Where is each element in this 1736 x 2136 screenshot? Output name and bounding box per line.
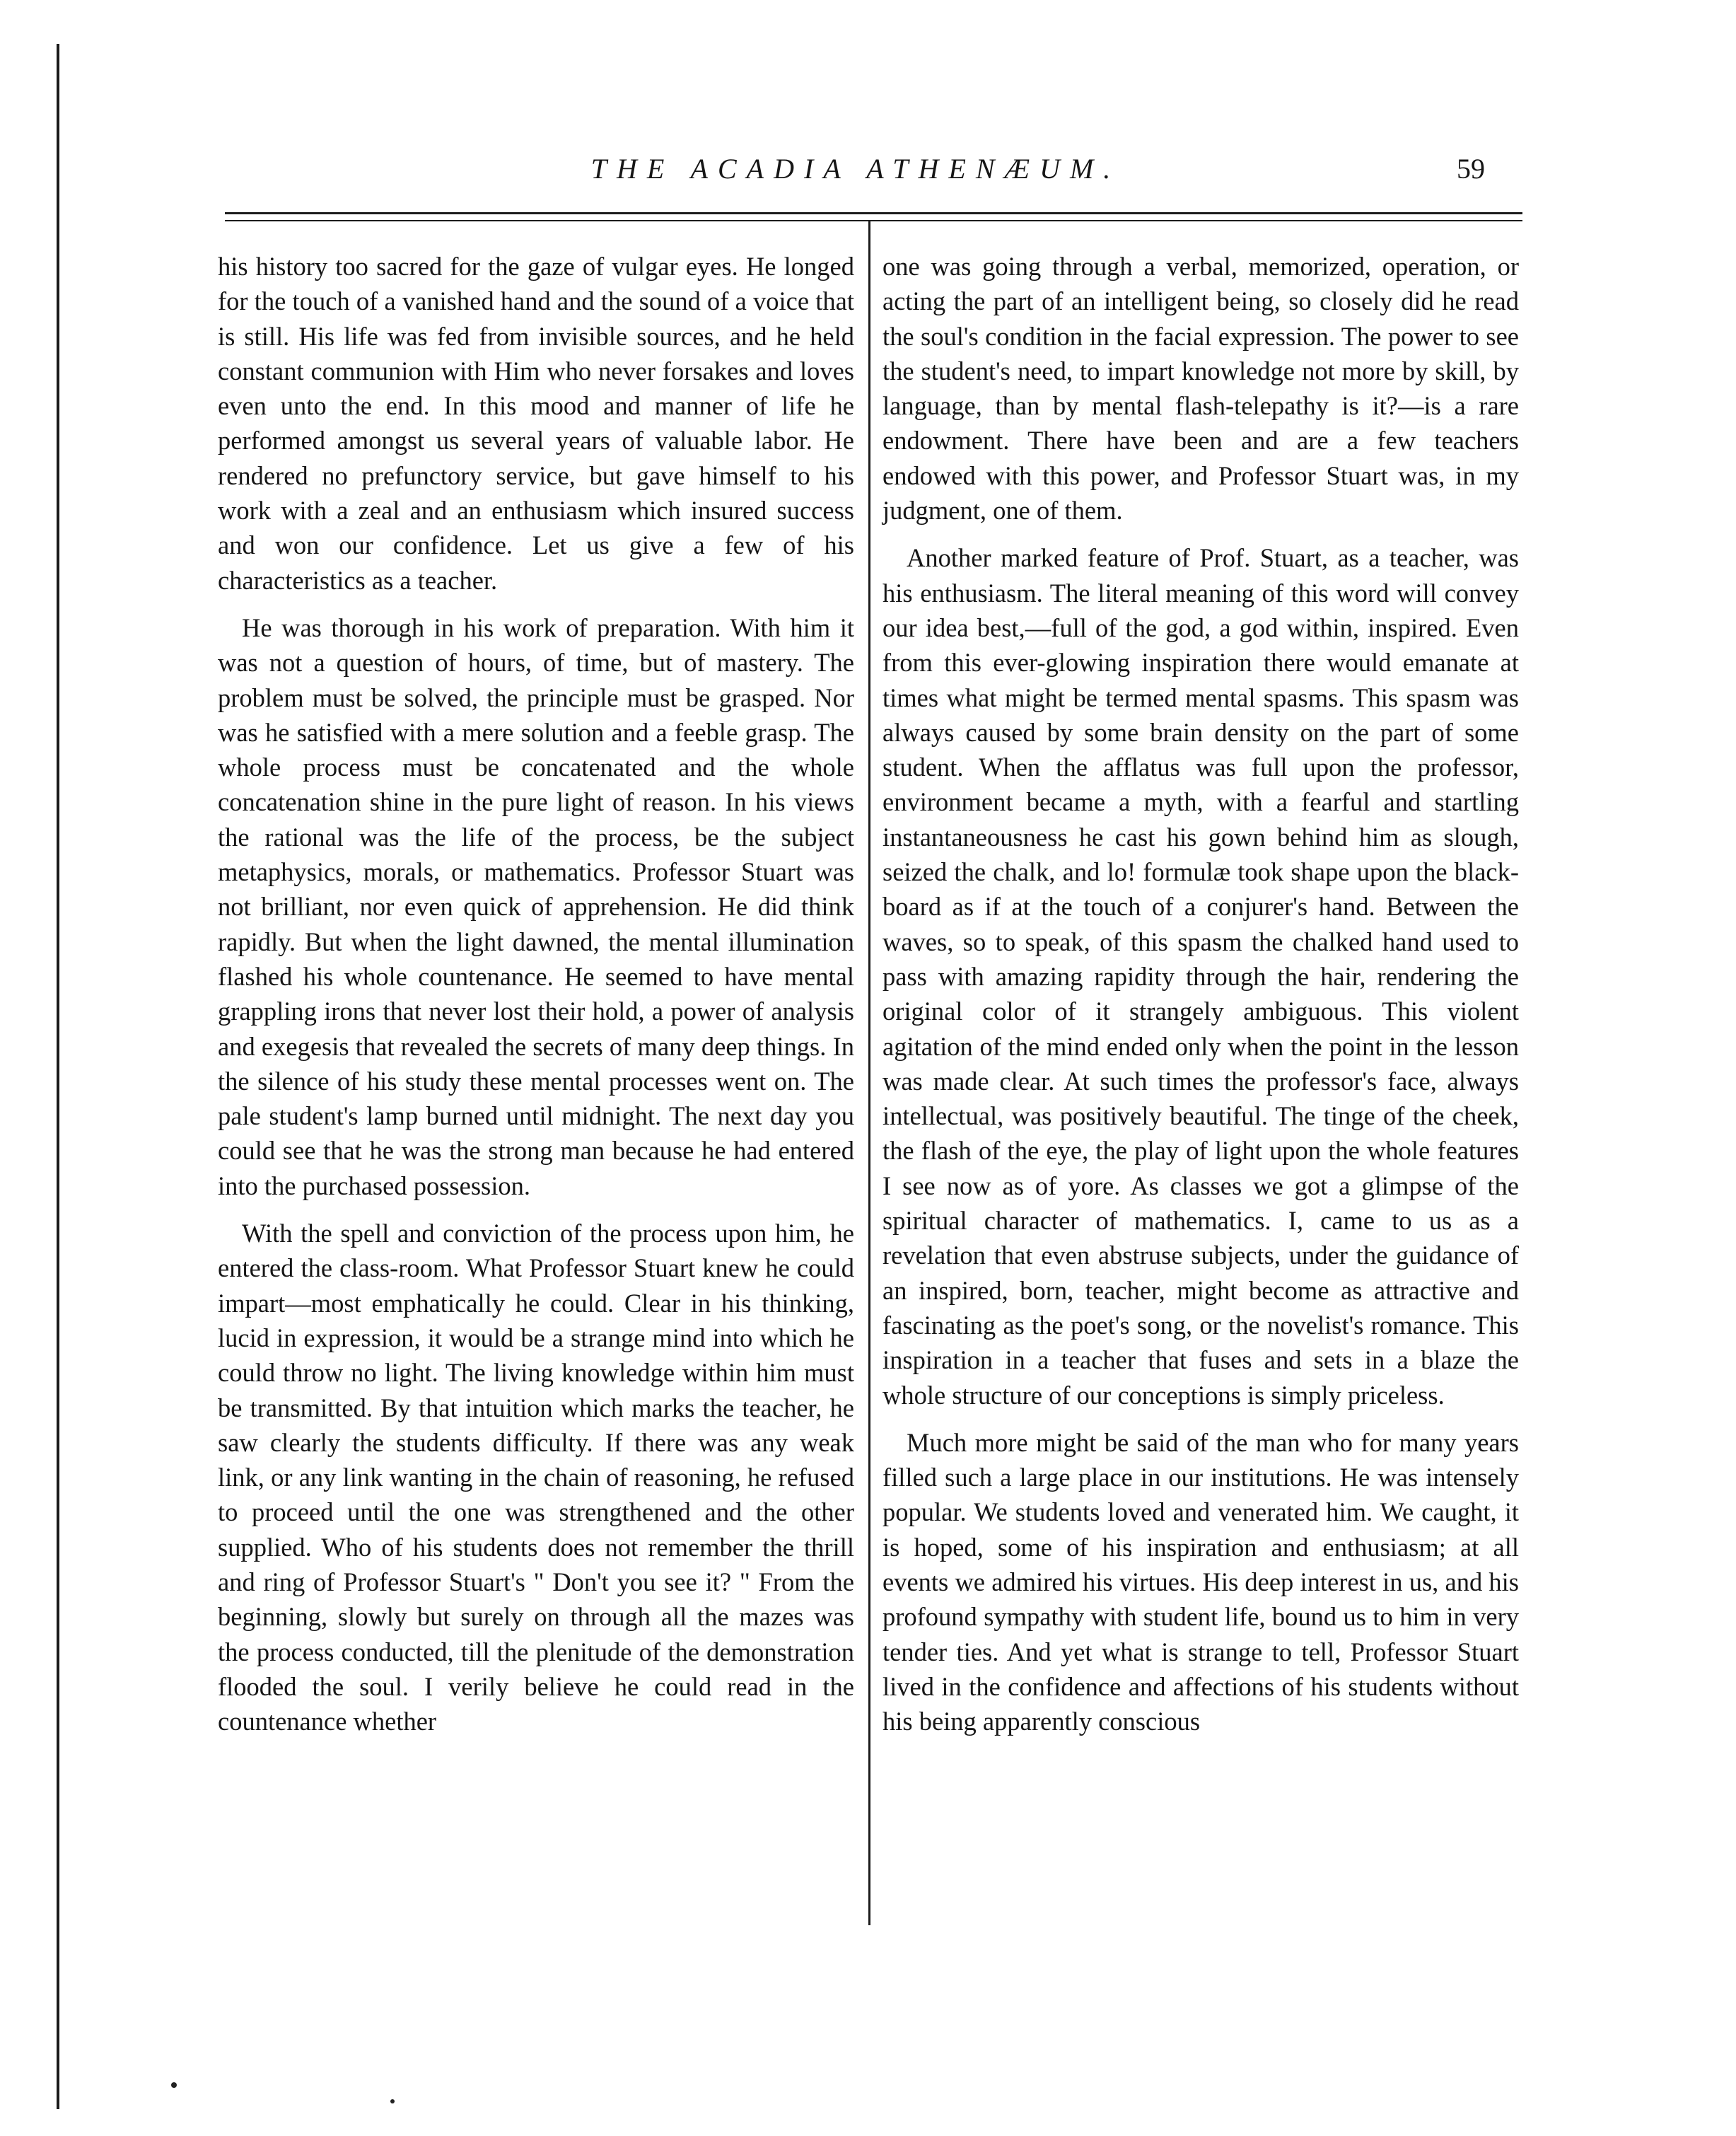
running-header-title: THE ACADIA ATHENÆUM. [590,153,1121,185]
header-rule-thin [225,220,1522,221]
paragraph: Much more might be said of the man who for many years filled such a large place in our institutions. He was intensely popular. We students loved and venerated him. We caught, it is hoped, some of his inspiration and enthusiasm; at all events we admired his virtues. His deep interest in us, and his profound sympathy with student life, bound us to him in very tender ties. And yet what is strange to tell, Professor Stuart lived in the confidence and affections of his students without his being apparently conscious [882,1427,1519,1736]
paragraph: He was thorough in his work of preparation. With him it was not a question of hours, of time, but of mastery. The problem must be solved, the principle must be grasped. Nor was he satisfied with a mere solution and a feeble grasp. The whole process must be concatenated and the whole concatenation shine in the pure light of reason. In his views the rational was the life of the process, be the subject metaphysics, morals, or mathematics. Professor Stuart was not brilliant, nor even quick of apprehension. He did think rapidly. But when the light dawned, the mental illumination flashed his whole countenance. He seemed to have mental grappling irons that never lost their hold, a power of analysis and exegesis that revealed the secrets of many deep things. In the silence of his study these mental processes went on. The pale student's lamp burned until midnight. The next day you could see that he was the strong man because he had entered into the purchased possession. [218,613,854,1200]
header-rule-thick [225,212,1522,214]
binding-edge-line [57,44,59,2109]
print-speck [171,2082,177,2088]
print-speck [390,2099,395,2103]
left-column [218,249,854,1751]
paragraph: one was going through a verbal, memorized, operation, or acting the part of an intelligent being, so closely did he read the soul's condition in the facial expression. The power to see the student's need, to impart knowledge not more by skill, by language, than by mental flash-telepathy is it?—is a rare endowment. There have been and are a few teachers endowed with this power, and Professor Stuart was, in my judgment, one of them. [882,252,1519,526]
column-divider [868,221,870,1925]
paragraph: his history too sacred for the gaze of vulgar eyes. He longed for the touch of a vanished hand and the sound of a voice that is still. His life was fed from invisible sources, and he held constant communion with Him who never forsakes and loves even unto the end. In this mood and manner of life he performed amongst us several years of valuable labor. He rendered no prefunctory service, but gave himself to his work with a zeal and an enthusiasm which insured success and won our confidence. Let us give a few of his characteristics as a teacher. [218,252,854,595]
paragraph: Another marked feature of Prof. Stuart, as a teacher, was his enthusiasm. The literal meaning of this word will convey our idea best,—full of the god, a god within, inspired. Even from this ever-glowing inspiration there would emanate at times what might be termed mental spasms. This spasm was always caused by some brain density on the part of some student. When the afflatus was full upon the professor, environment became a myth, with a fearful and startling instantaneousness he cast his gown behind him as slough, seized the chalk, and lo! formulæ took shape upon the black-board as if at the touch of a conjurer's hand. Between the waves, so to speak, of this spasm the chalked hand used to pass with amazing rapidity through the hair, rendering the original color of it strangely ambiguous. This violent agitation of the mind ended only when the point in the lesson was made clear. At such times the professor's face, always intellectual, was positively beautiful. The tinge of the cheek, the flash of the eye, the play of light upon the whole features I see now as of yore. As classes we got a glimpse of the spiritual character of mathematics. I, came to us as a revelation that even abstruse subjects, under the guidance of an inspired, born, teacher, might become as attractive and fascinating as the poet's song, or the novelist's romance. This inspiration in a teacher that fuses and sets in a blaze the whole structure of our conceptions is simply priceless. [882,543,1519,1410]
paragraph: With the spell and conviction of the process upon him, he entered the class-room. What Professor Stuart knew he could impart—most emphatically he could. Clear in his thinking, lucid in expression, it would be a strange mind into which he could throw no light. The living knowledge within him must be transmitted. By that intuition which marks the teacher, he saw clearly the students difficulty. If there was any weak link, or any link wanting in the chain of reasoning, he refused to proceed until the one was strengthened and the other supplied. Who of his students does not remember the thrill and ring of Professor Stuart's " Don't you see it? " From the beginning, slowly but surely on through all the mazes was the process conducted, till the plenitude of the demonstration flooded the soul. I verily believe he could read in the countenance whether [218,1219,854,1736]
right-column [882,249,1519,1751]
page-number: 59 [1457,153,1485,185]
